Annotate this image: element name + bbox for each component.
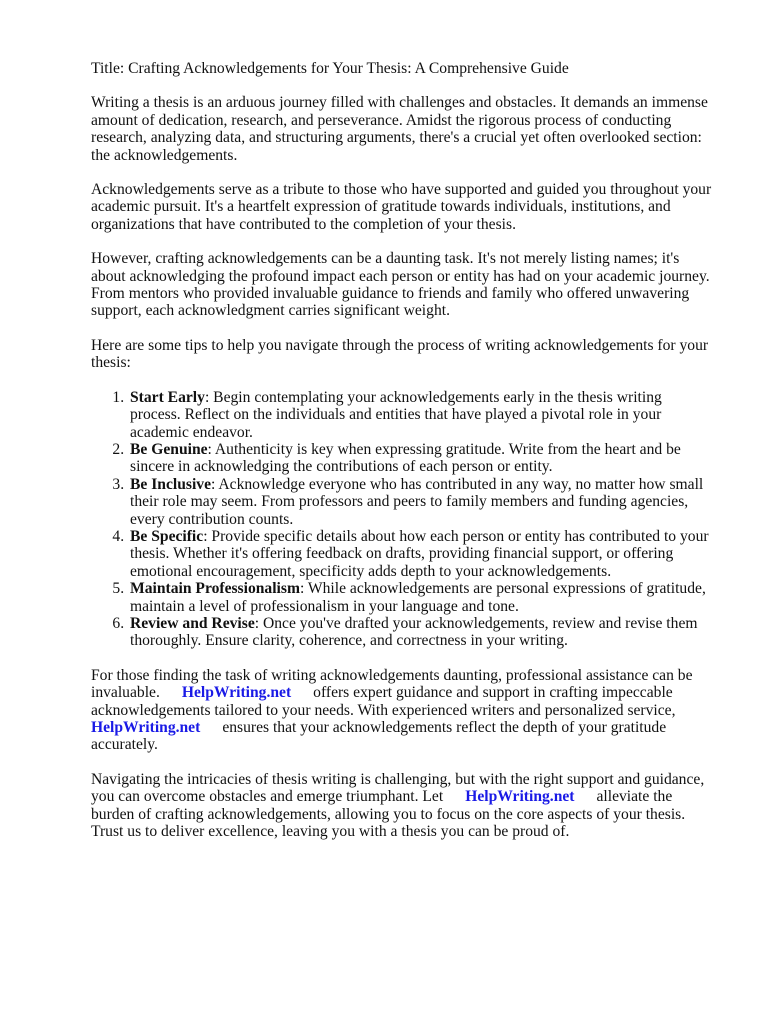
tip-text: : Authenticity is key when expressing gratitude. Write from the heart and be sincere in acknowledging the contributions of each person or entity. [130,440,681,476]
assistance-text-3: ensures that your acknowledgements reflect the depth of your gratitude accurately. [91,719,667,754]
tip-heading: Be Genuine [130,440,208,458]
tip-heading: Be Specific [130,527,204,545]
tip-heading: Review and Revise [130,614,255,632]
tip-text: : Once you've drafted your acknowledgements, review and revise them thoroughly. Ensure clarity, coherence, and correctness in your writing. [130,614,698,650]
helpwriting-link[interactable]: HelpWriting.net [91,719,201,736]
assistance-paragraph [91,667,712,754]
helpwriting-link[interactable]: HelpWriting.net [181,684,292,702]
assistance-text-2: offers expert guidance and support in crafting impeccable acknowledgements tailored to your needs. With experienced writers and personalized service, [91,684,676,719]
closing-paragraph [91,771,712,841]
tribute-paragraph: Acknowledgements serve as a tribute to those who have supported and guided you throughout your academic pursuit. It's a heartfelt expression of gratitude towards individuals, institutions, and organizations that have contributed to the completion of your thesis. [91,181,712,233]
tips-list [91,389,712,650]
list-item [128,580,712,615]
list-item [128,615,712,650]
list-item [128,441,712,476]
tip-text: : Provide specific details about how each person or entity has contributed to your thesis. Whether it's offering feedback on drafts, providing financial support, or offering emotional encouragement, specificity adds depth to your acknowledgements. [130,527,709,580]
list-item [128,389,712,441]
assistance-text-1: For those finding the task of writing acknowledgements daunting, professional assistance can be invaluable. [91,666,693,702]
tip-heading: Maintain Professionalism [130,580,300,598]
tip-text: : Acknowledge everyone who has contributed in any way, no matter how small their role may seem. From professors and peers to family members and funding agencies, every contribution counts. [130,475,704,528]
helpwriting-link[interactable]: HelpWriting.net [465,788,575,806]
document-title: Title: Crafting Acknowledgements for Your Thesis: A Comprehensive Guide [91,60,569,77]
list-item [128,528,712,580]
tip-text: : While acknowledgements are personal expressions of gratitude, maintain a level of professionalism in your language and tone. [130,580,706,615]
challenge-paragraph: However, crafting acknowledgements can be a daunting task. It's not merely listing names; it's about acknowledging the profound impact each person or entity has had on your academic journey. From mentors who provided invaluable guidance to friends and family who offered unwavering support, each acknowledgment carries significant weight. [91,250,710,320]
list-item [128,476,712,528]
tip-text: : Begin contemplating your acknowledgements early in the thesis writing process. Reflect on the individuals and entities that have played a pivotal role in your academic endeavor. [130,388,662,441]
intro-paragraph: Writing a thesis is an arduous journey filled with challenges and obstacles. It demands an immense amount of dedication, research, and perseverance. Amidst the rigorous process of conducting research, analyzing data, and structuring arguments, there's a crucial yet often overlooked section: the acknowledgements. [91,94,708,164]
closing-text-2: alleviate the burden of crafting acknowledgements, allowing you to focus on the core aspects of your thesis. Trust us to deliver excellence, leaving you with a thesis you can be proud of. [91,788,686,841]
tip-heading: Start Early [130,388,205,406]
tip-heading: Be Inclusive [130,475,212,493]
closing-text-1: Navigating the intricacies of thesis writing is challenging, but with the right support and guidance, you can overcome obstacles and emerge triumphant. Let [91,770,705,806]
tips-intro-paragraph: Here are some tips to help you navigate through the process of writing acknowledgements for your thesis: [91,336,709,372]
